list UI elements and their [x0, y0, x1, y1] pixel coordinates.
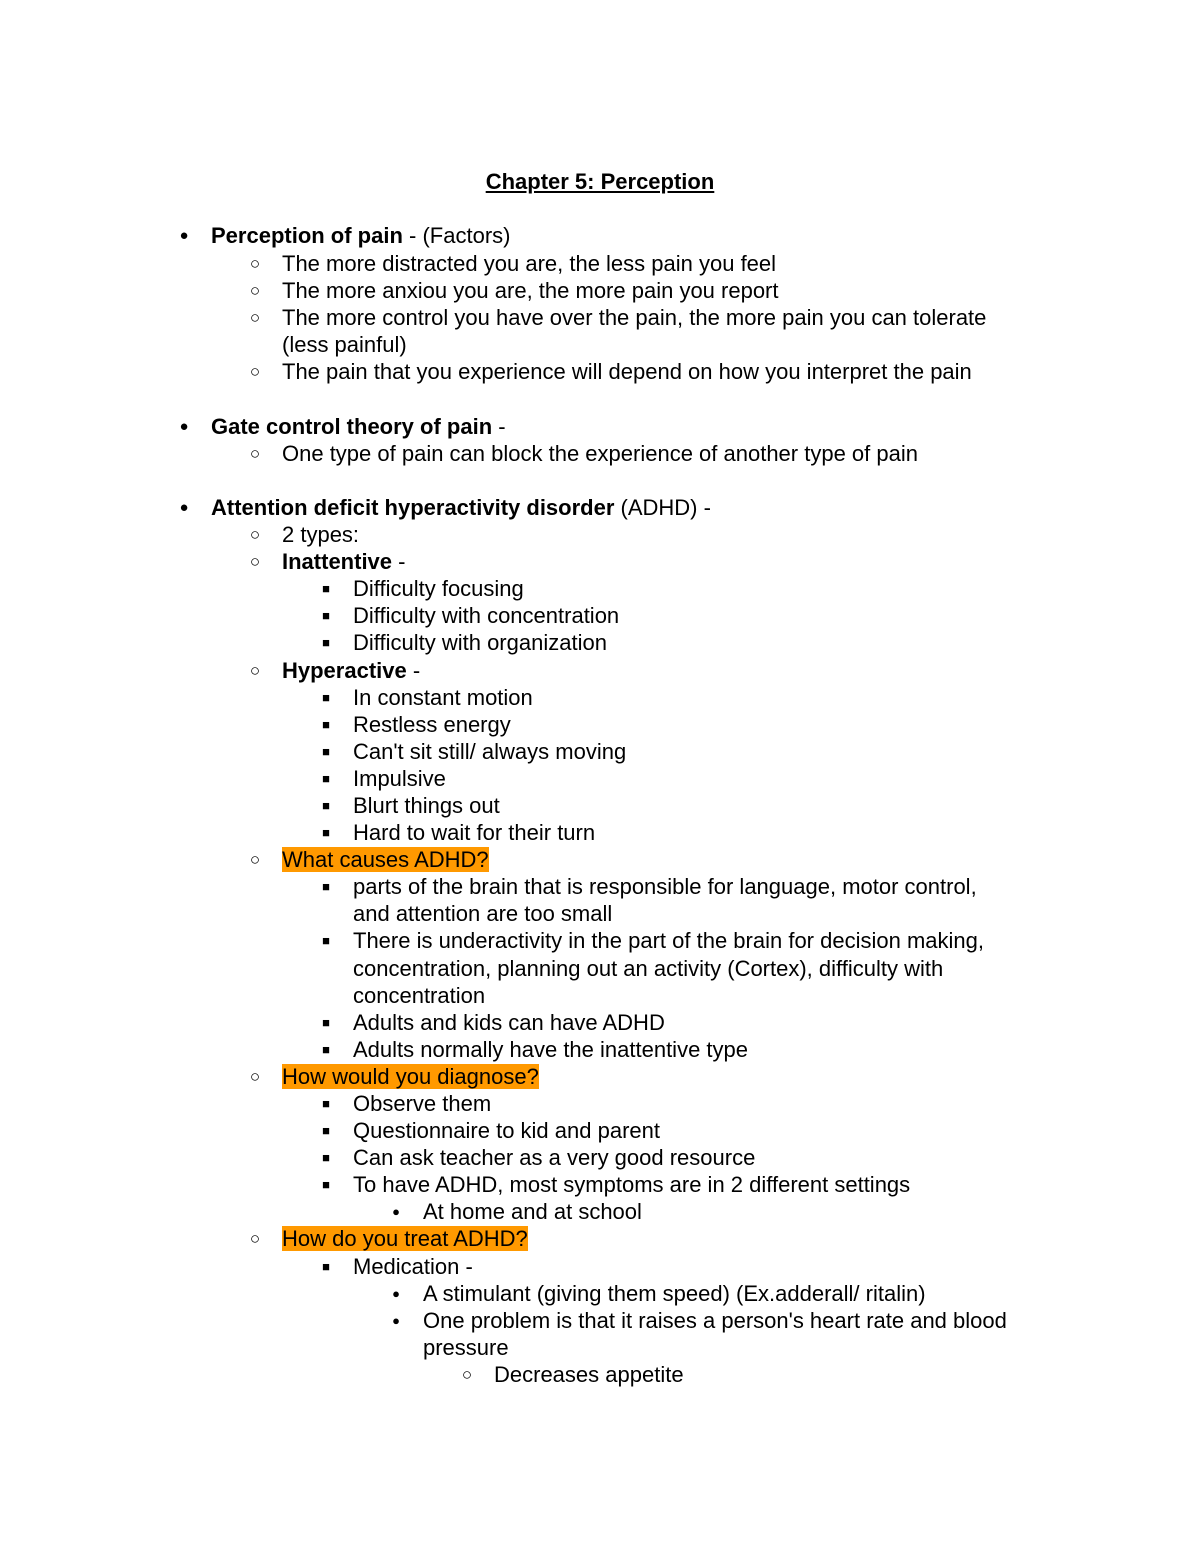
bullet-icon: ○	[249, 444, 261, 463]
bullet-icon: ●	[179, 499, 189, 516]
list-item	[0, 358, 1200, 385]
list-item-text: Difficulty with organization	[353, 630, 607, 655]
bullet-icon: ■	[322, 1096, 330, 1111]
list-item	[0, 1063, 1200, 1090]
list-item-text	[211, 494, 711, 521]
list-item-text: Can ask teacher as a very good resource	[353, 1145, 756, 1170]
bullet-icon: ●	[392, 1313, 400, 1328]
list-item-text: At home and at school	[423, 1199, 642, 1224]
highlighted-question: What causes ADHD?	[282, 847, 489, 872]
bullet-icon: ○	[461, 1365, 473, 1384]
list-item-text	[282, 1063, 539, 1090]
bullet-icon: ●	[392, 1286, 400, 1301]
list-item-heading: Inattentive	[282, 549, 393, 574]
list-item-text: The pain that you experience will depend on how you interpret the pain	[282, 359, 972, 384]
list-item-text: The more control you have over the pain, the more pain you can tolerate	[282, 305, 987, 330]
list-item	[0, 1361, 1200, 1388]
list-item-heading: Perception of pain	[211, 223, 403, 248]
list-item	[0, 222, 1200, 249]
list-item-text	[282, 548, 405, 575]
list-item-text: Questionnaire to kid and parent	[353, 1118, 660, 1143]
list-item	[0, 575, 1200, 602]
bullet-icon: ■	[322, 744, 330, 759]
list-item-text: Adults and kids can have ADHD	[353, 1010, 665, 1035]
list-item-text: Difficulty with concentration	[353, 603, 620, 628]
list-item	[0, 440, 1200, 467]
list-item	[0, 738, 1200, 765]
list-item	[0, 927, 1200, 954]
list-item	[0, 1334, 1200, 1361]
list-item-text: Adults normally have the inattentive type	[353, 1037, 749, 1062]
list-item	[0, 711, 1200, 738]
list-item-text: (less painful)	[282, 332, 407, 357]
list-item	[0, 602, 1200, 629]
bullet-icon: ■	[322, 635, 330, 650]
bullet-icon: ■	[322, 1150, 330, 1165]
list-item-text: 2 types:	[282, 522, 360, 547]
bullet-icon: ■	[322, 1259, 330, 1274]
list-item-text: concentration	[353, 983, 486, 1008]
list-item-text: and attention are too small	[353, 901, 613, 926]
list-item-text: Restless energy	[353, 712, 511, 737]
bullet-icon: ■	[322, 798, 330, 813]
highlighted-question: How would you diagnose?	[282, 1064, 539, 1089]
list-item	[0, 873, 1200, 900]
list-item	[0, 684, 1200, 711]
list-item	[0, 792, 1200, 819]
list-item	[0, 1198, 1200, 1225]
list-item-suffix: (ADHD) -	[614, 495, 711, 520]
bullet-icon: ○	[249, 850, 261, 869]
bullet-icon: ○	[249, 281, 261, 300]
list-item	[0, 250, 1200, 277]
bullet-icon: ○	[249, 525, 261, 544]
list-item-text: There is underactivity in the part of the brain for decision making,	[353, 928, 984, 953]
list-item	[0, 277, 1200, 304]
list-item	[0, 1307, 1200, 1334]
list-item-text: In constant motion	[353, 685, 533, 710]
bullet-icon: ■	[322, 1123, 330, 1138]
list-item-suffix: -	[406, 658, 421, 683]
bullet-icon: ■	[322, 933, 330, 948]
page-title: Chapter 5: Perception	[485, 169, 715, 194]
bullet-icon: ■	[322, 825, 330, 840]
list-item-text: To have ADHD, most symptoms are in 2 different settings	[353, 1172, 911, 1197]
list-item-text: Decreases appetite	[494, 1362, 684, 1387]
list-item-text: Impulsive	[353, 766, 446, 791]
bullet-icon: ○	[249, 362, 261, 381]
list-item	[0, 1090, 1200, 1117]
list-item-text: Medication -	[353, 1254, 473, 1279]
list-item-text: Blurt things out	[353, 793, 500, 818]
bullet-icon: ○	[249, 661, 261, 680]
bullet-icon: ○	[249, 552, 261, 571]
list-item	[0, 765, 1200, 792]
bullet-icon: ■	[322, 771, 330, 786]
list-item	[0, 413, 1200, 440]
list-item-text: pressure	[423, 1335, 509, 1360]
list-item-heading: Gate control theory of pain	[211, 414, 493, 439]
bullet-icon: ■	[322, 581, 330, 596]
list-item-text: The more distracted you are, the less pain you feel	[282, 251, 777, 276]
bullet-icon: ○	[249, 254, 261, 273]
list-item-suffix: -	[492, 414, 506, 439]
list-item	[0, 331, 1200, 358]
list-item-suffix: -	[392, 549, 406, 574]
list-item	[0, 846, 1200, 873]
list-item-text: Difficulty focusing	[353, 576, 524, 601]
bullet-icon: ■	[322, 717, 330, 732]
bullet-icon: ■	[322, 1042, 330, 1057]
bullet-icon: ●	[179, 227, 189, 244]
list-item-heading: Attention deficit hyperactivity disorder	[211, 495, 615, 520]
bullet-icon: ●	[179, 418, 189, 435]
list-item	[0, 521, 1200, 548]
list-item	[0, 494, 1200, 521]
bullet-icon: ■	[322, 690, 330, 705]
list-item	[0, 819, 1200, 846]
list-item-text: Observe them	[353, 1091, 492, 1116]
bullet-icon: ■	[322, 879, 330, 894]
list-item-text: One problem is that it raises a person's heart rate and blood	[423, 1308, 1007, 1333]
list-item-text	[282, 1225, 528, 1252]
list-item-text: One type of pain can block the experience of another type of pain	[282, 441, 918, 466]
list-item	[0, 304, 1200, 331]
list-item-text	[211, 222, 510, 249]
list-item	[0, 1009, 1200, 1036]
list-item	[0, 955, 1200, 982]
bullet-icon: ■	[322, 608, 330, 623]
bullet-icon: ○	[249, 308, 261, 327]
list-item	[0, 657, 1200, 684]
list-item	[0, 1117, 1200, 1144]
list-item	[0, 900, 1200, 927]
list-item	[0, 1225, 1200, 1252]
list-item-text	[282, 657, 420, 684]
bullet-icon: ■	[322, 1177, 330, 1192]
list-item-suffix: - (Factors)	[402, 223, 511, 248]
list-item	[0, 1253, 1200, 1280]
list-item-text: A stimulant (giving them speed) (Ex.adderall/ ritalin)	[423, 1281, 926, 1306]
list-item-text	[282, 846, 489, 873]
list-item-text: parts of the brain that is responsible for language, motor control,	[353, 874, 977, 899]
bullet-icon: ●	[392, 1204, 400, 1219]
list-item-text: The more anxiou you are, the more pain you report	[282, 278, 779, 303]
list-item	[0, 1144, 1200, 1171]
bullet-icon: ○	[249, 1229, 261, 1248]
list-item-text: concentration, planning out an activity (Cortex), difficulty with	[353, 956, 944, 981]
list-item	[0, 548, 1200, 575]
list-item	[0, 982, 1200, 1009]
list-item	[0, 1280, 1200, 1307]
list-item	[0, 1036, 1200, 1063]
list-item-text: Hard to wait for their turn	[353, 820, 596, 845]
list-item-heading: Hyperactive	[282, 658, 407, 683]
list-item	[0, 629, 1200, 656]
bullet-icon: ○	[249, 1067, 261, 1086]
list-item	[0, 1171, 1200, 1198]
list-item-text: Can't sit still/ always moving	[353, 739, 627, 764]
bullet-icon: ■	[322, 1015, 330, 1030]
list-item-text	[211, 413, 506, 440]
highlighted-question: How do you treat ADHD?	[282, 1226, 528, 1251]
